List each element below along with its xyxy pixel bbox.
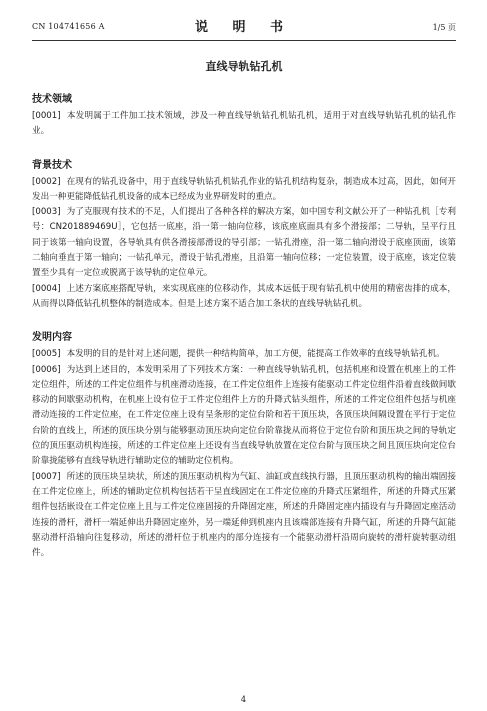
paragraph bbox=[32, 363, 456, 470]
document-body bbox=[32, 92, 456, 561]
paragraph bbox=[32, 205, 456, 281]
page-header bbox=[32, 0, 456, 41]
paragraph-number: [0004] bbox=[32, 283, 61, 294]
section bbox=[32, 92, 456, 140]
paragraph-text: 本发明属于工件加工技术领域，涉及一种直线导轨钻孔机钻孔机，适用于对直线导轨钻孔机的钻孔作业。 bbox=[32, 111, 456, 137]
paragraph bbox=[32, 282, 456, 313]
document-number: CN 104741656 A bbox=[32, 22, 105, 31]
paragraph bbox=[32, 175, 456, 206]
paragraph bbox=[32, 470, 456, 562]
section bbox=[32, 330, 456, 561]
paragraph-text: 为达到上述目的，本发明采用了下列技术方案：一种直线导轨钻孔机，包括机座和设置在机座上的工件定位组件，所述的工件定位组件与机座滑动连接，在工件定位组件上连接有能驱动工件定位组件沿着直线做间歇移动的间歇驱动机构，在机座上设有位于工件定位组件上方的升降式钻头组件，所述的工件定位组件包括与机座滑动连接的工件定位座，在工件定位座上设有呈条形的定位台阶和若干顶压块，各顶压块间隔设置在平行于定位台阶的直线上，所述的顶压块分别与能够驱动顶压块向定位台阶靠拢从而将位于定位台阶和顶压块之间的导轨定位的顶压驱动机构连接，所述的工件定位座上还设有当直线导轨放置在定位台阶与顶压块之间且顶压块向定位台阶靠拢能够有直线导轨进行辅助定位的辅助定位机构。 bbox=[32, 364, 456, 467]
section-heading: 发明内容 bbox=[32, 332, 72, 344]
section-heading: 背景技术 bbox=[32, 159, 72, 171]
paragraph-number: [0006] bbox=[32, 364, 61, 375]
page-indicator: 1/5 页 bbox=[432, 23, 456, 32]
page-number: 4 bbox=[240, 695, 247, 705]
invention-title: 直线导轨钻孔机 bbox=[205, 60, 283, 73]
paragraph-number: [0007] bbox=[32, 471, 61, 482]
paragraph-text: 本发明的目的是针对上述问题，提供一种结构简单，加工方便，能提高工作效率的直线导轨钻孔机。 bbox=[66, 349, 445, 360]
paragraph bbox=[32, 347, 456, 362]
paragraph-text: 所述的顶压块呈块状，所述的顶压驱动机构为气缸、油缸或直线执行器，且顶压驱动机构的输出端固接在工件定位座上，所述的辅助定位机构包括若干呈直线固定在工件定位座的升降式压紧组件，所述的升降式压紧组件包括嵌设在工件定位座上且与工件定位座固接的升降固定座，所述的升降固定座内插设有与升降固定座活动连接的滑杆，滑杆一端延伸出升降固定座外，另一端延伸到机座内且该端部连接有升降气缸，所述的升降气缸能驱动滑杆沿轴向往复移动，所述的滑杆位于机座内的部分连接有一个能驱动滑杆沿周向旋转的滑杆旋转驱动组件。 bbox=[32, 471, 456, 559]
paragraph-number: [0001] bbox=[32, 111, 61, 121]
paragraph-text: 为了克服现有技术的不足，人们提出了各种各样的解决方案，如中国专利文献公开了一种钻孔机［专利号：CN201889469U］，它包括一底座，沿一第一轴向位移，该底座底面具有多个滑接部；二导轨，呈平行且同于该第一轴向设置，各导轨具有供各滑接部滑设的导引部；一钻孔滑座，沿一第二轴向滑设于底座顶面，该第二轴向垂直于第一轴向；一钻孔单元，滑设于钻孔滑座，且沿第一轴向位移；一定位装置，设于底座，该定位装置至少具有一定位或脱离于该导轨的定位单元。 bbox=[32, 207, 456, 279]
section-heading: 技术领域 bbox=[32, 94, 72, 105]
paragraph-number: [0002] bbox=[32, 176, 61, 187]
document-type: 说 明 书 bbox=[194, 20, 294, 35]
paragraph-number: [0005] bbox=[32, 349, 61, 360]
paragraph-number: [0003] bbox=[32, 207, 61, 218]
paragraph-text: 上述方案底座搭配导轨，来实现底座的位移动作，其成本远低于现有钻孔机中使用的精密齿排的成本，从而得以降低钻孔机整体的制造成本。但是上述方案不适合加工条状的直线导轨钻孔机。 bbox=[32, 283, 456, 309]
section bbox=[32, 158, 456, 313]
paragraph bbox=[32, 109, 456, 140]
paragraph-text: 在现有的钻孔设备中，用于直线导轨钻孔机钻孔作业的钻孔机结构复杂，制造成本过高，因此，如何开发出一种更能降低钻孔机设备的成本已经成为业界研发时的重点。 bbox=[32, 176, 456, 202]
